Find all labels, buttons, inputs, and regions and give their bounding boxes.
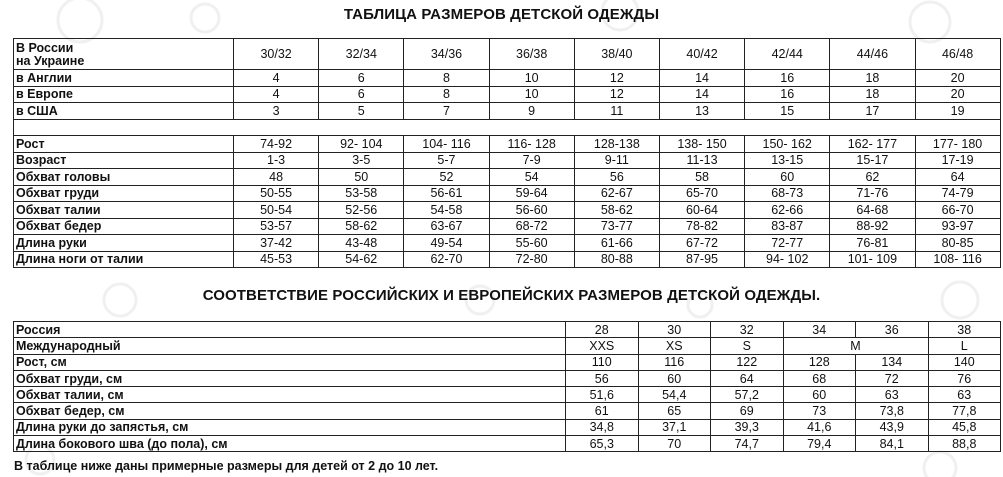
table-cell: 87-95 (659, 251, 744, 268)
size-chart-table (13, 38, 1001, 268)
table-cell: 10 (489, 86, 574, 103)
table-row (14, 136, 1001, 153)
table-cell: 54-62 (319, 251, 404, 268)
row-label: Обхват груди, см (14, 370, 566, 386)
table-cell: 70 (638, 436, 711, 452)
table-cell: 77,8 (928, 403, 1001, 419)
table-cell: 19 (915, 103, 1000, 120)
table-cell: 50-54 (234, 202, 319, 219)
table-cell: L (928, 338, 1001, 354)
table-row (14, 251, 1001, 268)
row-label: Международный (14, 338, 566, 354)
table-cell: 68-72 (489, 218, 574, 235)
table-cell: 48 (234, 169, 319, 186)
table-row (14, 185, 1001, 202)
table-row (14, 436, 1001, 452)
table-cell: 62 (830, 169, 915, 186)
table-cell: 94- 102 (745, 251, 830, 268)
table-row (14, 419, 1001, 435)
table-cell: 43,9 (856, 419, 929, 435)
table-cell: 177- 180 (915, 136, 1000, 153)
table-cell: 8 (404, 86, 489, 103)
table-cell: 14 (659, 86, 744, 103)
table-cell: 45-53 (234, 251, 319, 268)
table-cell: 80-85 (915, 235, 1000, 252)
table-cell: 50-55 (234, 185, 319, 202)
table-cell: 128 (783, 354, 856, 370)
table-cell: 20 (915, 86, 1000, 103)
table-row (14, 152, 1001, 169)
size-chart-title: ТАБЛИЦА РАЗМЕРОВ ДЕТСКОЙ ОДЕЖДЫ (343, 6, 660, 23)
size-header-cell: 36/38 (489, 39, 574, 70)
table-row (14, 103, 1001, 120)
table-cell: 7-9 (489, 152, 574, 169)
table-cell: 57,2 (711, 387, 784, 403)
table-cell: 65,3 (566, 436, 639, 452)
table-cell: 138- 150 (659, 136, 744, 153)
table-cell: 53-58 (319, 185, 404, 202)
table-header-row (14, 39, 1001, 70)
table-cell: 65-70 (659, 185, 744, 202)
row-label: Возраст (14, 152, 234, 169)
table-cell: 140 (928, 354, 1001, 370)
table-cell: 12 (574, 70, 659, 87)
table-cell: 4 (234, 86, 319, 103)
size-header-cell: 38/40 (574, 39, 659, 70)
row-label: Обхват бедер (14, 218, 234, 235)
table-cell: 104- 116 (404, 136, 489, 153)
table-cell: 56-60 (489, 202, 574, 219)
table-cell: 63 (856, 387, 929, 403)
size-header-cell: 40/42 (659, 39, 744, 70)
row-label: Рост (14, 136, 234, 153)
table-cell: 1-3 (234, 152, 319, 169)
table-cell: 30 (638, 322, 711, 338)
table-cell: 68 (783, 370, 856, 386)
row-label: Обхват талии, см (14, 387, 566, 403)
empty-separator-row (14, 119, 1001, 136)
table-cell: 17-19 (915, 152, 1000, 169)
table-cell: 108- 116 (915, 251, 1000, 268)
table-cell: 88-92 (830, 218, 915, 235)
table-cell: 58-62 (574, 202, 659, 219)
table-cell: 72-77 (745, 235, 830, 252)
table-cell: 49-54 (404, 235, 489, 252)
table-cell: 83-87 (745, 218, 830, 235)
row-label: Рост, см (14, 354, 566, 370)
table-cell: 88,8 (928, 436, 1001, 452)
table-cell: 64 (711, 370, 784, 386)
table-cell: 3-5 (319, 152, 404, 169)
size-header-cell: 42/44 (745, 39, 830, 70)
table-cell: 68-73 (745, 185, 830, 202)
table-cell: 28 (566, 322, 639, 338)
table-cell: 8 (404, 70, 489, 87)
row-label: в Англии (14, 70, 234, 87)
table-cell: 101- 109 (830, 251, 915, 268)
table-cell: 80-88 (574, 251, 659, 268)
table-cell: 3 (234, 103, 319, 120)
table-cell: 72-80 (489, 251, 574, 268)
table-cell: 4 (234, 70, 319, 87)
table-cell: 74,7 (711, 436, 784, 452)
table-cell: 92- 104 (319, 136, 404, 153)
row-label: Обхват головы (14, 169, 234, 186)
table-cell: 58 (659, 169, 744, 186)
table-cell: 63 (928, 387, 1001, 403)
table-cell: 14 (659, 70, 744, 87)
table-cell: 54-58 (404, 202, 489, 219)
table-cell: 45,8 (928, 419, 1001, 435)
table-cell: 13-15 (745, 152, 830, 169)
table-cell: 37-42 (234, 235, 319, 252)
table-cell: 122 (711, 354, 784, 370)
table-cell: 9-11 (574, 152, 659, 169)
table-cell: 5-7 (404, 152, 489, 169)
table-cell: 73 (783, 403, 856, 419)
table-cell: 7 (404, 103, 489, 120)
table-cell: 52-56 (319, 202, 404, 219)
table-row (14, 354, 1001, 370)
row-label: Россия (14, 322, 566, 338)
table-cell: 73-77 (574, 218, 659, 235)
table-row (14, 387, 1001, 403)
table-cell: 12 (574, 86, 659, 103)
size-header-cell: 30/32 (234, 39, 319, 70)
table-row (14, 235, 1001, 252)
table-row (14, 322, 1001, 338)
table-cell: 69 (711, 403, 784, 419)
table-cell: 62-66 (745, 202, 830, 219)
table-cell: M (783, 338, 928, 354)
table-cell: 50 (319, 169, 404, 186)
table-cell: 6 (319, 70, 404, 87)
table-row (14, 202, 1001, 219)
table-cell: 60 (783, 387, 856, 403)
table-cell: 71-76 (830, 185, 915, 202)
table-cell: 93-97 (915, 218, 1000, 235)
table-cell: 34,8 (566, 419, 639, 435)
table-cell: 84,1 (856, 436, 929, 452)
table-cell: 110 (566, 354, 639, 370)
table-cell: 43-48 (319, 235, 404, 252)
table-cell: 64-68 (830, 202, 915, 219)
table-cell: 17 (830, 103, 915, 120)
table-cell: 38 (928, 322, 1001, 338)
table-cell: 52 (404, 169, 489, 186)
table-cell: 10 (489, 70, 574, 87)
table-cell: XXS (566, 338, 639, 354)
table-cell: 56-61 (404, 185, 489, 202)
table-cell: 56 (574, 169, 659, 186)
table-cell: 65 (638, 403, 711, 419)
table-cell: 32 (711, 322, 784, 338)
table-cell: 18 (830, 86, 915, 103)
table-cell: 116- 128 (489, 136, 574, 153)
table-cell: 78-82 (659, 218, 744, 235)
table-cell: 73,8 (856, 403, 929, 419)
row-label: Длина бокового шва (до пола), см (14, 436, 566, 452)
table-cell: 34 (783, 322, 856, 338)
table-cell: 63-67 (404, 218, 489, 235)
header-label-line2: на Украине (16, 53, 85, 68)
table-cell: 15-17 (830, 152, 915, 169)
row-label: Обхват талии (14, 202, 234, 219)
table-cell: 51,6 (566, 387, 639, 403)
row-label: Обхват бедер, см (14, 403, 566, 419)
table-row (14, 338, 1001, 354)
table-cell: XS (638, 338, 711, 354)
size-header-cell: 34/36 (404, 39, 489, 70)
table-row (14, 403, 1001, 419)
table-cell: 62-70 (404, 251, 489, 268)
table-cell: 6 (319, 86, 404, 103)
empty-cell (14, 119, 1001, 136)
table-cell: 61-66 (574, 235, 659, 252)
table-cell: 79,4 (783, 436, 856, 452)
table-cell: 66-70 (915, 202, 1000, 219)
table-cell: 76 (928, 370, 1001, 386)
table-cell: 36 (856, 322, 929, 338)
table-cell: 60 (638, 370, 711, 386)
table-cell: 55-60 (489, 235, 574, 252)
table-cell: 11-13 (659, 152, 744, 169)
table-cell: 58-62 (319, 218, 404, 235)
table-cell: 61 (566, 403, 639, 419)
table-cell: S (711, 338, 784, 354)
header-label (14, 39, 234, 70)
size-correspondence-table (13, 321, 1001, 452)
table-cell: 162- 177 (830, 136, 915, 153)
table-row (14, 370, 1001, 386)
table-cell: 76-81 (830, 235, 915, 252)
table-cell: 13 (659, 103, 744, 120)
table-cell: 74-79 (915, 185, 1000, 202)
row-label: в Европе (14, 86, 234, 103)
table-cell: 15 (745, 103, 830, 120)
table-cell: 41,6 (783, 419, 856, 435)
table-cell: 74-92 (234, 136, 319, 153)
table-cell: 9 (489, 103, 574, 120)
table-cell: 60-64 (659, 202, 744, 219)
table-cell: 18 (830, 70, 915, 87)
row-label: Обхват груди (14, 185, 234, 202)
table-cell: 54,4 (638, 387, 711, 403)
table-cell: 62-67 (574, 185, 659, 202)
table-cell: 72 (856, 370, 929, 386)
table-cell: 16 (745, 86, 830, 103)
table-row (14, 218, 1001, 235)
table-cell: 59-64 (489, 185, 574, 202)
table-row (14, 169, 1001, 186)
table-cell: 5 (319, 103, 404, 120)
table-cell: 150- 162 (745, 136, 830, 153)
row-label: в США (14, 103, 234, 120)
size-correspondence-title: СООТВЕТСТВИЕ РОССИЙСКИХ И ЕВРОПЕЙСКИХ РАЗМЕРОВ ДЕТСКОЙ ОДЕЖДЫ. (202, 287, 821, 304)
table-cell: 60 (745, 169, 830, 186)
header-label-line1: В России (16, 40, 74, 55)
table-cell: 64 (915, 169, 1000, 186)
table-cell: 16 (745, 70, 830, 87)
row-label: Длина руки (14, 235, 234, 252)
table-cell: 39,3 (711, 419, 784, 435)
row-label: Длина руки до запястья, см (14, 419, 566, 435)
table-cell: 67-72 (659, 235, 744, 252)
table-cell: 128-138 (574, 136, 659, 153)
table-cell: 37,1 (638, 419, 711, 435)
table-cell: 134 (856, 354, 929, 370)
size-header-cell: 32/34 (319, 39, 404, 70)
table-cell: 11 (574, 103, 659, 120)
table-cell: 116 (638, 354, 711, 370)
table-cell: 54 (489, 169, 574, 186)
row-label: Длина ноги от талии (14, 251, 234, 268)
table-cell: 56 (566, 370, 639, 386)
size-header-cell: 46/48 (915, 39, 1000, 70)
size-header-cell: 44/46 (830, 39, 915, 70)
table-cell: 20 (915, 70, 1000, 87)
table-cell: 53-57 (234, 218, 319, 235)
age-note: В таблице ниже даны примерные размеры для детей от 2 до 10 лет. (14, 459, 439, 473)
table-row (14, 86, 1001, 103)
table-row (14, 70, 1001, 87)
